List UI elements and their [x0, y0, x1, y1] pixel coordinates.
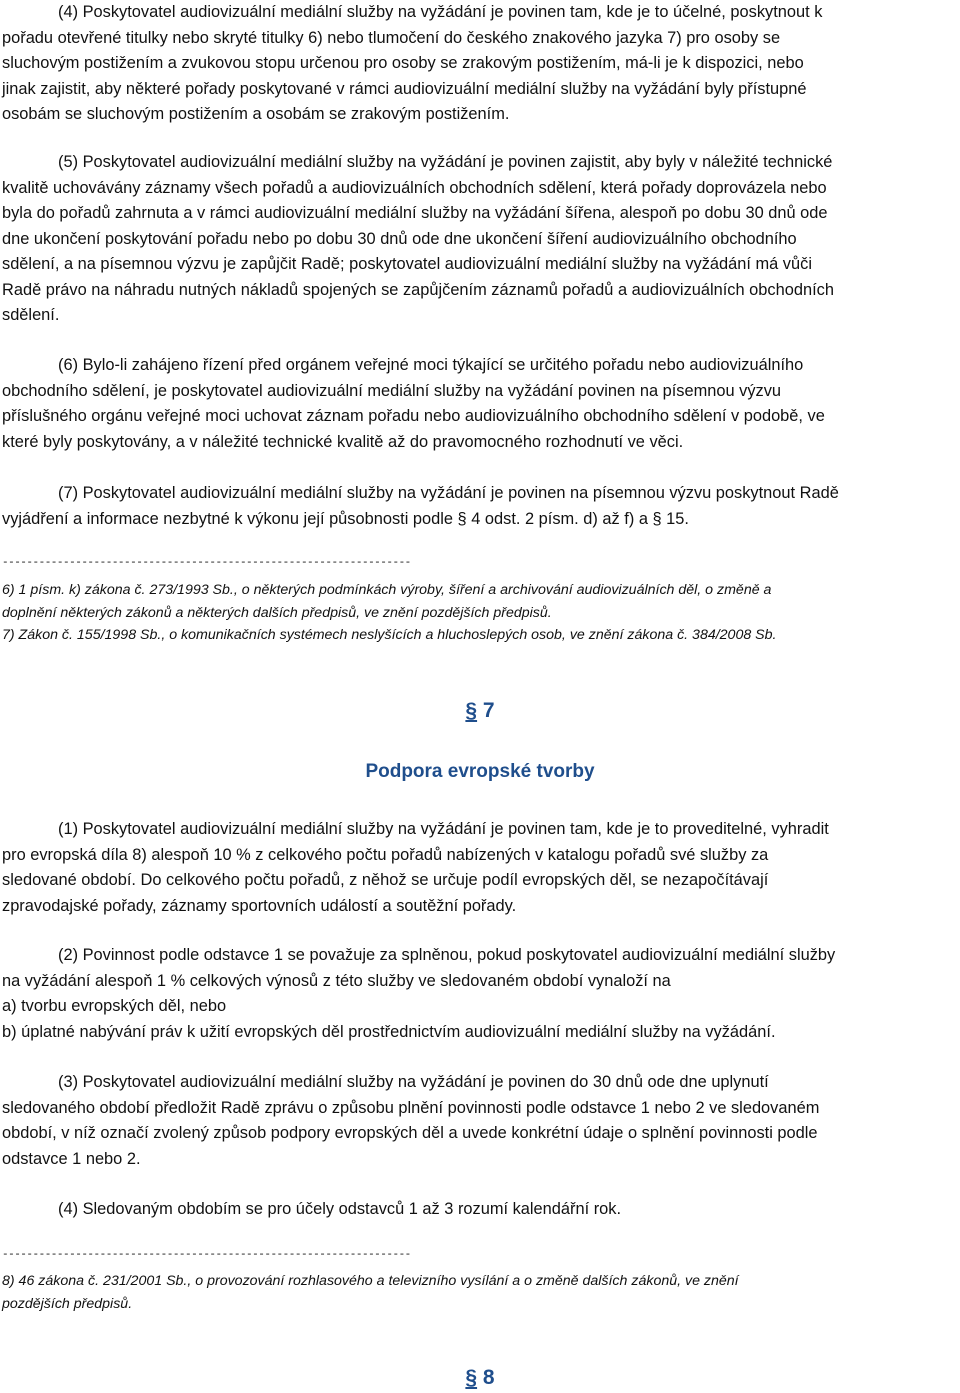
section-8-number: [0, 1365, 960, 1391]
text-line: sdělení, a na písemnou výzvu je zapůjčit Radě; poskytovatel audiovizuální mediální služby na vyžádání má vůči: [2, 255, 812, 273]
footnote-7-reference: 7) Zákon č. 155/1998 Sb.: [2, 627, 162, 643]
footnote-6-reference: 6) 1 písm. k) zákona č. 273/1993 Sb.: [2, 582, 234, 598]
text-line: (1) Poskytovatel audiovizuální mediální služby na vyžádání je povinen tam, kde je to proveditelné, vyhradit: [58, 820, 829, 838]
text-line: pořadu otevřené titulky nebo skryté titulky 6) nebo tlumočení do českého znakového jazyka 7) pro osoby se: [2, 28, 781, 47]
footnote-8-reference: 8) 46 zákona č. 231/2001 Sb.: [2, 1273, 188, 1289]
text-line: sluchovým postižením a zvukovou stopu určenou pro osoby se zrakovým postižením, má-li je k dispozici, nebo: [2, 54, 804, 72]
footnote-separator: -------------------------------------------------------------------: [2, 557, 411, 569]
text-line: byla do pořadů zahrnuta a v rámci audiovizuální mediální služby na vyžádání šířena, alespoň po dobu 30 dnů ode: [2, 204, 828, 222]
text-line: jinak zajistit, aby některé pořady poskytované v rámci audiovizuální mediální služby na vyžádání byly přístupné: [2, 79, 807, 98]
text-line: které byly poskytovány, a v náležité technické kvalitě až do pravomocného rozhodnutí ve věci.: [2, 432, 684, 451]
footnote-6: [2, 579, 956, 602]
section-7-paragraph-1: [2, 817, 956, 919]
section-symbol: §: [465, 1366, 478, 1389]
footnote-separator: -------------------------------------------------------------------: [2, 1249, 411, 1261]
section-7-paragraph-2: [2, 943, 956, 1045]
section-7-number: [0, 698, 960, 724]
list-item-a: a) tvorbu evropských děl, nebo: [2, 997, 227, 1015]
paragraph-7: [2, 481, 956, 532]
section-number: 7: [482, 699, 495, 722]
section-7-paragraph-4: [2, 1197, 956, 1223]
footnote-7-text: , o komunikačních systémech neslyšících a hluchoslepých osob, ve znění zákona č. 384/2008 Sb.: [161, 627, 777, 643]
text-line: (4) Poskytovatel audiovizuální mediální služby na vyžádání je povinen tam, kde je to účelné, poskytnout k: [58, 3, 823, 21]
section-7-title: Podpora evropské tvorby: [365, 761, 595, 782]
text-line: osobám se sluchovým postižením a osobám se zrakovým postižením.: [2, 105, 510, 123]
text-line: (5) Poskytovatel audiovizuální mediální služby na vyžádání je povinen zajistit, aby byly v náležité technické: [58, 153, 833, 171]
paragraph-6: [2, 353, 956, 455]
section-number: 8: [482, 1366, 495, 1389]
text-line: odstavce 1 nebo 2.: [2, 1149, 141, 1168]
text-line: kvalitě uchovávány záznamy všech pořadů a audiovizuálních obchodních sdělení, která pořady doprovázela nebo: [2, 178, 827, 197]
paragraph-4: [2, 0, 956, 128]
text-line: Radě právo na náhradu nutných nákladů spojených se zapůjčením záznamů pořadů a audiovizuálních obchodních: [2, 280, 834, 299]
section-7-paragraph-3: [2, 1070, 956, 1172]
text-line: (3) Poskytovatel audiovizuální mediální služby na vyžádání je povinen do 30 dnů ode dne uplynutí: [58, 1073, 769, 1091]
text-line: sledovaného období předložit Radě zprávu o způsobu plnění povinnosti podle odstavce 1 nebo 2 ve sledovaném: [2, 1098, 820, 1117]
list-item-b: b) úplatné nabývání práv k užití evropských děl prostřednictvím audiovizuální mediální služby na vyžádání.: [2, 1022, 776, 1041]
text-line: (4) Sledovaným obdobím se pro účely odstavců 1 až 3 rozumí kalendářní rok.: [58, 1200, 622, 1218]
text-line: obchodního sdělení, je poskytovatel audiovizuální mediální služby na vyžádání povinen na písemnou výzvu: [2, 381, 782, 400]
text-line: zpravodajské pořady, záznamy sportovních událostí a soutěžní pořady.: [2, 896, 517, 915]
text-line: vyjádření a informace nezbytné k výkonu její působnosti podle § 4 odst. 2 písm. d) až f) a § 15.: [2, 509, 689, 528]
footnote-6-continued: doplnění některých zákonů a některých dalších předpisů, ve znění pozdějších předpisů.: [2, 604, 552, 621]
text-line: (7) Poskytovatel audiovizuální mediální služby na vyžádání je povinen na písemnou výzvu poskytnout Radě: [58, 484, 839, 502]
footnotes-block: [2, 579, 956, 647]
footnote-6-text: , o některých podmínkách výroby, šíření a archivování audiovizuálních děl, o změně a: [233, 582, 772, 598]
footnote-8: [2, 1270, 956, 1293]
footnotes-block: [2, 1270, 956, 1315]
paragraph-5: [2, 150, 956, 329]
text-line: (6) Bylo-li zahájeno řízení před orgánem veřejné moci týkající se určitého pořadu nebo audiovizuálního: [58, 356, 804, 374]
footnote-8-continued: pozdějších předpisů.: [2, 1295, 133, 1312]
footnote-8-text: , o provozování rozhlasového a televizního vysílání a o změně dalších zákonů, ve znění: [187, 1273, 739, 1289]
text-line: sdělení.: [2, 306, 60, 324]
section-symbol: §: [465, 699, 478, 722]
text-line: příslušného orgánu veřejné moci uchovat záznam pořadu nebo audiovizuálního obchodního sdělení v podobě, ve: [2, 407, 825, 425]
text-line: pro evropská díla 8) alespoň 10 % z celkového počtu pořadů nabízených v katalogu pořadů své služby za: [2, 845, 769, 864]
text-line: na vyžádání alespoň 1 % celkových výnosů z této služby ve sledovaném období vynaloží na: [2, 971, 671, 990]
footnote-7: [2, 624, 956, 647]
text-line: sledované období. Do celkového počtu pořadů, z něhož se určuje podíl evropských děl, se nezapočítávají: [2, 871, 769, 889]
text-line: období, v níž označí zvolený způsob podpory evropských děl a uvede konkrétní údaje o splnění povinnosti podle: [2, 1124, 818, 1142]
text-line: dne ukončení poskytování pořadu nebo po dobu 30 dnů ode dne ukončení šíření audiovizuálního obchodního: [2, 229, 797, 248]
text-line: (2) Povinnost podle odstavce 1 se považuje za splněnou, pokud poskytovatel audiovizuální mediální služby: [58, 946, 836, 964]
